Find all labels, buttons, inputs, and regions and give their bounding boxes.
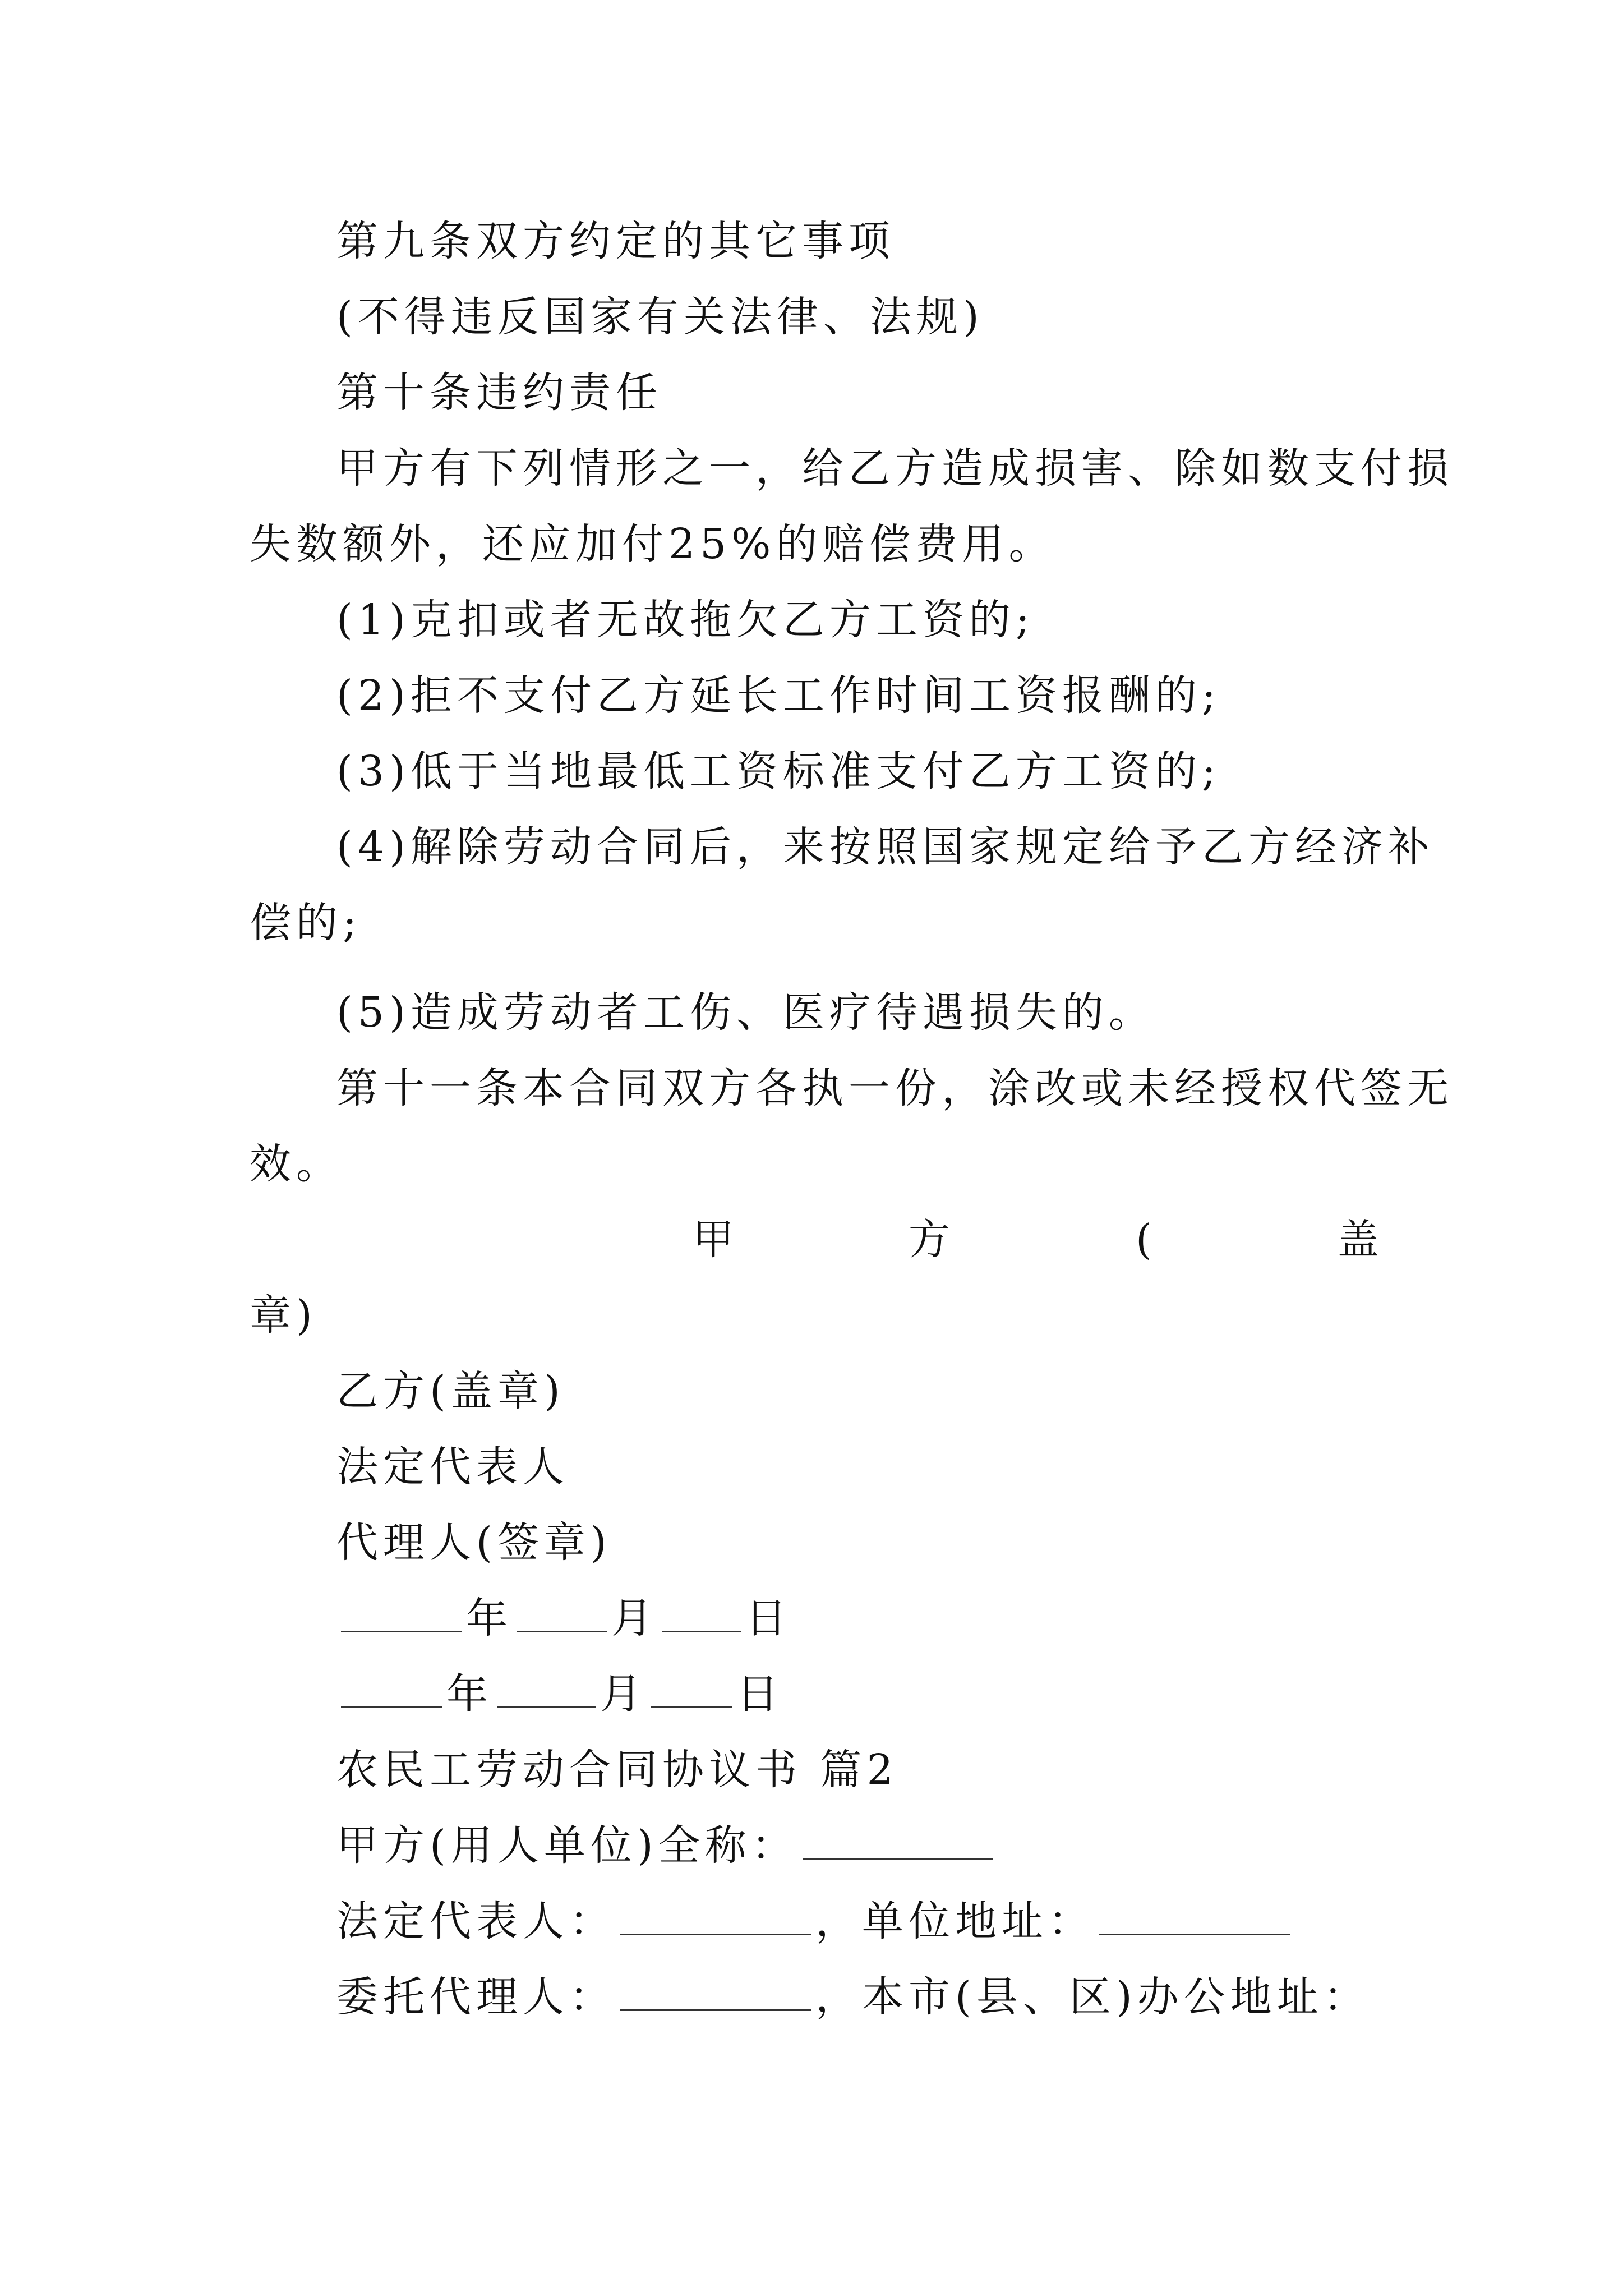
date2-day-blank[interactable] <box>651 1667 732 1708</box>
date-line-1 <box>336 1590 1382 1646</box>
unit-address-blank[interactable] <box>1099 1894 1290 1935</box>
legal-representative-label: 法定代表人 <box>336 1443 569 1491</box>
date1-year-label: 年 <box>466 1594 513 1642</box>
date-line-2 <box>336 1666 1382 1722</box>
clause-5: (5)造成劳动者工伤、医疗待遇损失的。 <box>336 988 1155 1037</box>
party-b-seal-label: 乙方(盖章) <box>336 1367 565 1415</box>
clause-2: (2)拒不支付乙方延长工作时间工资报酬的; <box>336 671 1221 720</box>
signature-party-a-seal-end: 章) <box>250 1291 317 1340</box>
signature-party-a-paren: ( <box>1136 1216 1152 1264</box>
agent-signature-label: 代理人(签章) <box>336 1519 612 1567</box>
unit-address-label: ，单位地址： <box>815 1897 1095 1945</box>
date1-day-label: 日 <box>745 1594 792 1642</box>
office-address-label: ，本市(县、区)办公地址： <box>815 1973 1370 2021</box>
article-11-line1: 第十一条本合同双方各执一份，涂改或未经授权代签无 <box>336 1064 1454 1112</box>
party-a-fullname-label: 甲方(用人单位)全称： <box>336 1821 798 1870</box>
date2-year-blank[interactable] <box>341 1667 442 1708</box>
party-a-fullname-row <box>336 1818 1382 1874</box>
agent-row <box>336 1969 1382 2025</box>
date2-month-blank[interactable] <box>497 1667 596 1708</box>
legal-rep-row <box>336 1893 1382 1949</box>
date1-day-blank[interactable] <box>662 1591 741 1632</box>
party-a-fullname-blank[interactable] <box>803 1819 993 1860</box>
date1-month-blank[interactable] <box>517 1591 607 1632</box>
agent-label: 委托代理人： <box>336 1973 616 2021</box>
date2-month-label: 月 <box>600 1670 647 1718</box>
article-10-title: 第十条违约责任 <box>336 369 662 417</box>
date2-day-label: 日 <box>737 1670 783 1718</box>
article-9-title: 第九条双方约定的其它事项 <box>336 217 895 265</box>
article-10-paragraph-line1: 甲方有下列情形之一，给乙方造成损害、除如数支付损 <box>336 444 1454 493</box>
section-heading-part-2: 农民工劳动合同协议书 篇2 <box>336 1746 898 1794</box>
date1-year-blank[interactable] <box>341 1591 462 1632</box>
signature-party-a-char3: 盖 <box>1338 1216 1379 1264</box>
signature-party-a-char2: 方 <box>909 1216 950 1264</box>
article-9-note: (不得违反国家有关法律、法规) <box>336 293 984 341</box>
date2-year-label: 年 <box>446 1670 493 1718</box>
article-11-line2: 效。 <box>250 1140 343 1188</box>
clause-1: (1)克扣或者无故拖欠乙方工资的; <box>336 596 1035 644</box>
article-10-paragraph-line2: 失数额外，还应加付25%的赔偿费用。 <box>250 520 1055 568</box>
signature-party-a-char1: 甲 <box>693 1216 734 1264</box>
clause-3: (3)低于当地最低工资标准支付乙方工资的; <box>336 747 1221 795</box>
legal-rep-label: 法定代表人： <box>336 1897 616 1945</box>
agent-blank[interactable] <box>620 1970 811 2011</box>
legal-rep-blank[interactable] <box>620 1894 811 1935</box>
date1-month-label: 月 <box>611 1594 658 1642</box>
clause-4-line1: (4)解除劳动合同后，来按照国家规定给予乙方经济补 <box>336 823 1435 871</box>
clause-4-line2: 偿的; <box>250 899 362 947</box>
